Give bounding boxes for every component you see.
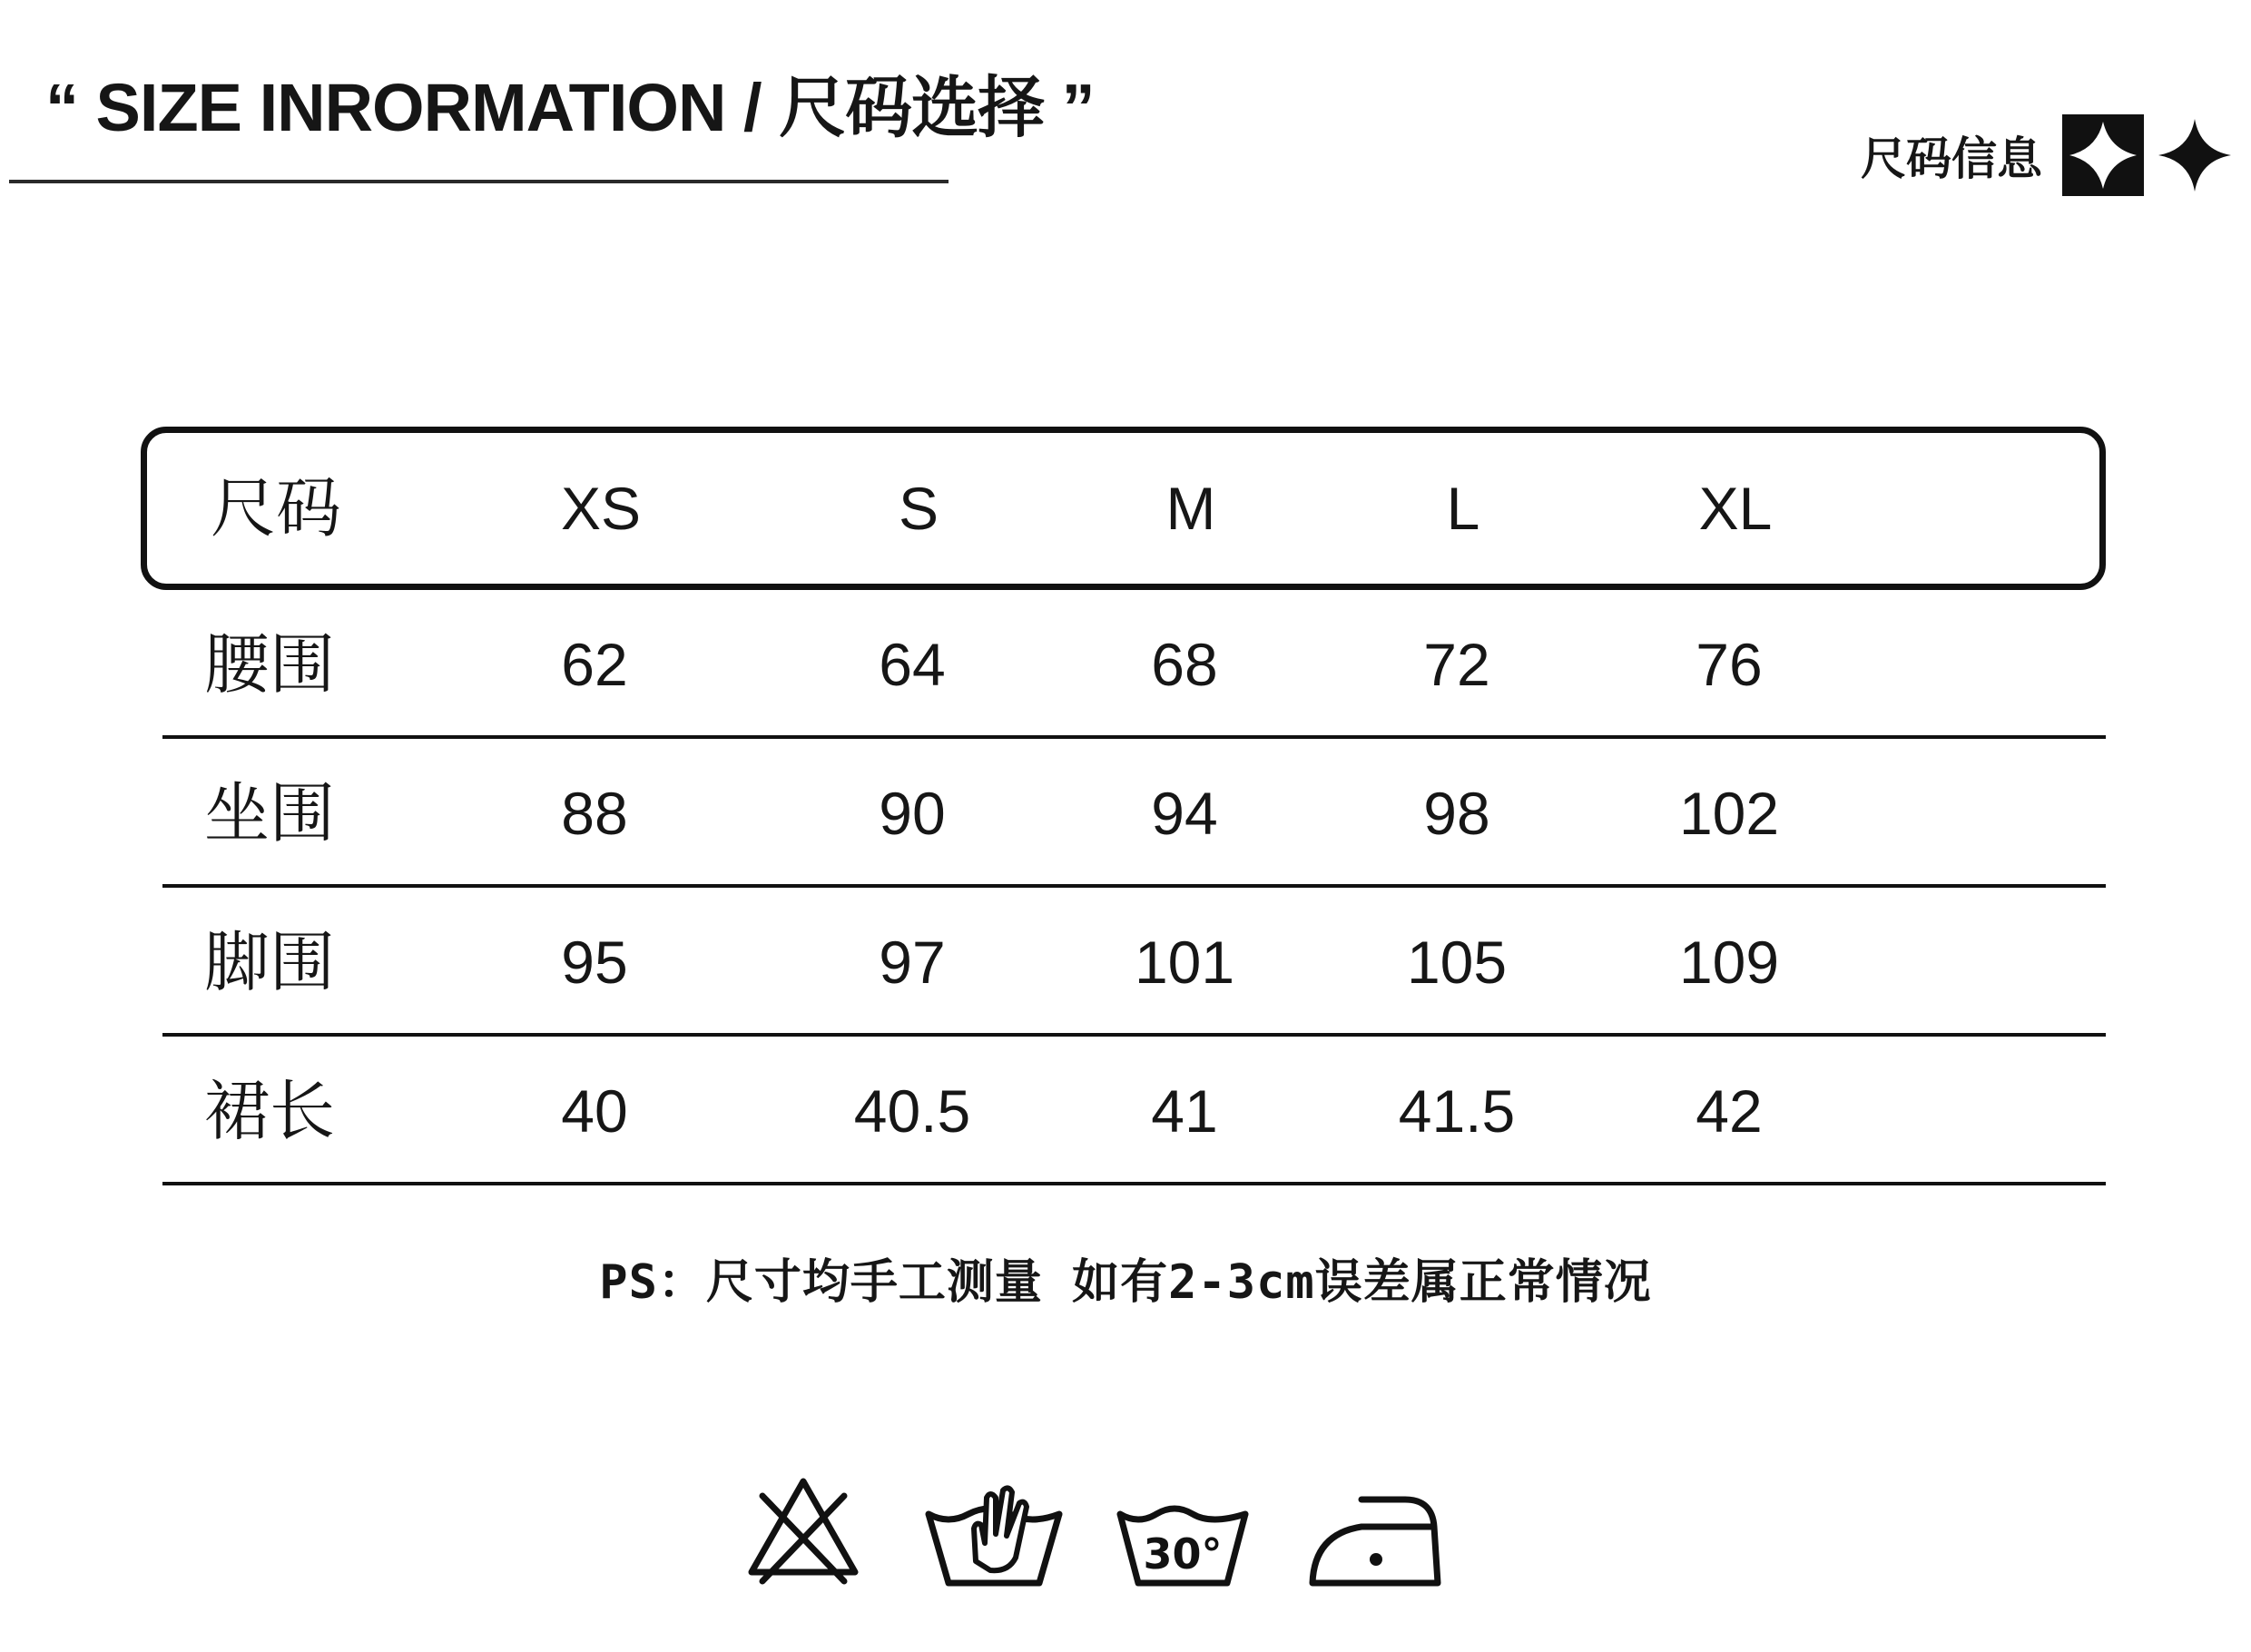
care-symbol (1307, 1470, 1443, 1588)
table-cell: 72 (1423, 631, 1490, 698)
row-label: 坐围 (204, 775, 336, 851)
row-label: 腰围 (204, 626, 336, 703)
table-row (141, 1037, 2106, 1185)
page-title: “ SIZE INRORMATION / 尺码选择 ” (45, 70, 1095, 145)
size-table (141, 427, 2106, 1185)
four-point-star-icon (2157, 117, 2233, 193)
table-row (141, 590, 2106, 739)
table-cell: 42 (1696, 1077, 1763, 1145)
care-symbol (921, 1470, 1067, 1588)
row-label: 裙长 (204, 1073, 336, 1149)
table-cell: 76 (1696, 631, 1763, 698)
table-cell: 64 (879, 631, 946, 698)
table-cell: 40 (561, 1077, 628, 1145)
table-cell: 97 (879, 929, 946, 996)
title-underline (9, 180, 949, 183)
table-cell: 105 (1406, 929, 1508, 996)
care-symbol (1115, 1470, 1251, 1588)
table-cell: 109 (1678, 929, 1780, 996)
iron-low-heat-icon (1307, 1470, 1443, 1588)
brand-badge (1861, 114, 2233, 196)
table-cell: 102 (1678, 780, 1780, 847)
size-xs: XS (560, 475, 642, 542)
row-divider (162, 1182, 2106, 1185)
table-cell: 68 (1151, 631, 1218, 698)
table-cell: 40.5 (853, 1077, 971, 1145)
size-s: S (898, 475, 939, 542)
wash-temperature-label: 30° (1143, 1529, 1223, 1578)
care-symbol (744, 1470, 862, 1588)
table-cell: 88 (561, 780, 628, 847)
table-cell: 101 (1134, 929, 1235, 996)
table-row (141, 888, 2106, 1037)
measurement-note: PS：尺寸均手工测量 如有2-3cm误差属正常情况 (599, 1255, 1652, 1310)
table-cell: 98 (1423, 780, 1490, 847)
table-cell: 90 (879, 780, 946, 847)
table-cell: 94 (1151, 780, 1218, 847)
hand-wash-icon (921, 1470, 1067, 1588)
size-header-row (141, 427, 2106, 590)
machine-wash-30-icon (1115, 1470, 1251, 1588)
table-cell: 62 (561, 631, 628, 698)
table-cell: 41.5 (1398, 1077, 1516, 1145)
table-cell: 41 (1151, 1077, 1218, 1145)
size-label: 尺码 (211, 470, 342, 546)
do-not-bleach-icon (744, 1470, 862, 1588)
brand-label: 尺码信息 (1861, 133, 2042, 185)
table-row (141, 739, 2106, 888)
size-xl: XL (1698, 475, 1773, 542)
star-square-icon (2062, 114, 2144, 196)
table-cell: 95 (561, 929, 628, 996)
row-label: 脚围 (204, 924, 336, 1000)
size-m: M (1165, 475, 1216, 542)
size-l: L (1446, 475, 1480, 542)
